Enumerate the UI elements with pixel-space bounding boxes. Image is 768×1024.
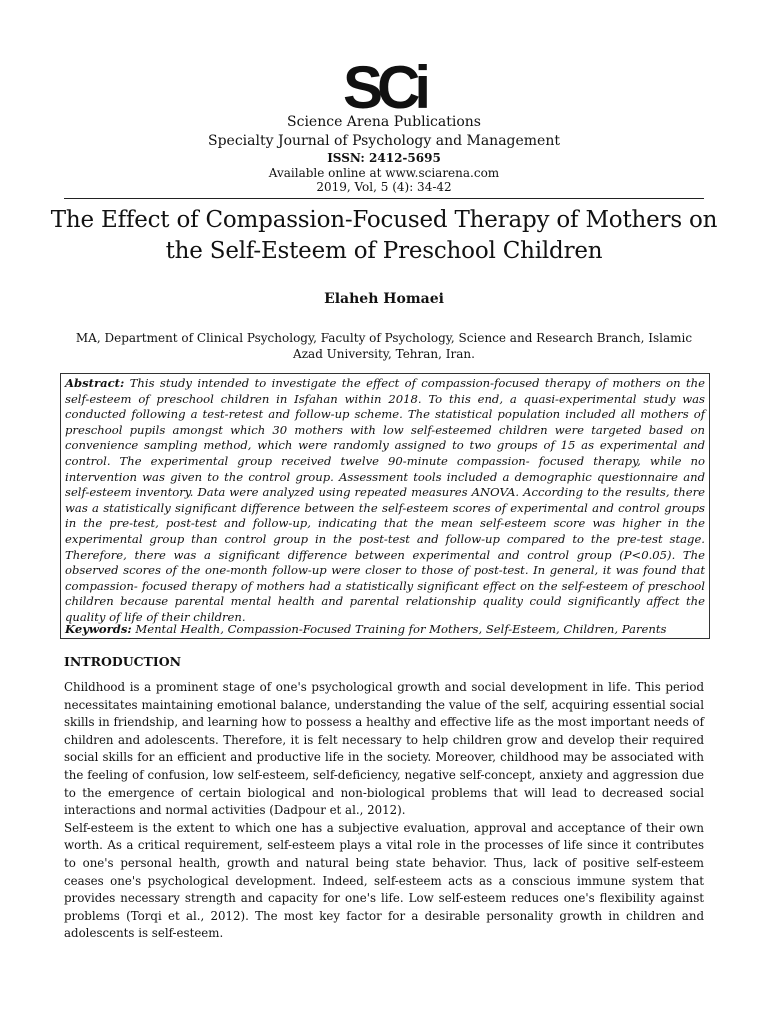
- availability-note: Available online at www.sciarena.com: [268, 166, 500, 180]
- paragraph-2: Self-esteem is the extent to which one has a subjective evaluation, approval and acceptance of their own worth. As a critical requirement, self-esteem plays a vital role in the processes of life since it contributes to one's personal health, growth and natural being state behavior. Thus, lack of positive self-esteem ceases one's psychological development. Indeed, self-esteem acts as a conscious immune system that provides necessary strength and capacity for one's life. Low self-esteem reduces one's flexibility against problems (Torqi et al., 2012). The most key factor for a desirable personality growth in children and adolescents is self-esteem.: [64, 820, 704, 941]
- keywords-label: Keywords:: [65, 622, 132, 636]
- journal-name: Specialty Journal of Psychology and Management: [208, 133, 560, 149]
- body-text: [64, 679, 704, 943]
- publisher-name: Science Arena Publications: [287, 114, 481, 130]
- header-divider: [64, 198, 704, 199]
- keywords-text: Mental Health, Compassion-Focused Training for Mothers, Self-Esteem, Children, Parents: [131, 622, 667, 636]
- author-name: Elaheh Homaei: [324, 291, 444, 307]
- sci-logo: [336, 58, 432, 114]
- volume-info: 2019, Vol, 5 (4): 34-42: [316, 180, 452, 194]
- paragraph-1: Childhood is a prominent stage of one's psychological growth and social development in life. This period necessitates maintaining emotional balance, understanding the value of the self, acquiring essential social skills in friendship, and learning how to possess a healthy and effective life as the most important needs of children and adolescents. Therefore, it is felt necessary to help children grow and develop their required social skills for an efficient and productive life in the society. Moreover, childhood may be associated with the feeling of confusion, low self-esteem, self-deficiency, negative self-concept, anxiety and aggression due to the emergence of certain biological and non-biological problems that will lead to decreased social interactions and normal activities (Dadpour et al., 2012).: [64, 680, 704, 818]
- logo-text: SCi: [342, 58, 426, 114]
- keywords-line: [65, 622, 705, 638]
- abstract-text: This study intended to investigate the effect of compassion-focused therapy of mothers on the self-esteem of preschool children in Isfahan within 2018. To this end, a quasi-experimental study was conducted following a test-retest and follow-up scheme. The statistical population included all mothers of preschool pupils amongst which 30 mothers with low self-esteemed children were targeted based on convenience sampling method, which were randomly assigned to two groups of 15 as experimental and control. The experimental group received twelve 90-minute compassion- focused therapy, while no intervention was given to the control group. Assessment tools included a demographic questionnaire and self-esteem inventory. Data were analyzed using repeated measures ANOVA. According to the results, there was a statistically significant difference between the self-esteem scores of experimental and control groups in the pre-test, post-test and follow-up, indicating that the mean self-esteem score was higher in the experimental group than control group in the post-test and follow-up compared to the pre-test stage. Therefore, there was a significant difference between experimental and control group (P<0.05). The observed scores of the one-month follow-up were closer to those of post-test. In general, it was found that compassion- focused therapy of mothers had a statistically significant effect on the self-esteem of preschool children because parental mental health and parental relationship quality could significantly affect the quality of life of their children.: [65, 376, 705, 624]
- issn: ISSN: 2412-5695: [327, 151, 441, 165]
- section-heading: INTRODUCTION: [64, 654, 182, 669]
- abstract-box: [60, 373, 710, 639]
- abstract-paragraph: [65, 376, 705, 626]
- abstract-label: Abstract:: [65, 376, 125, 390]
- author-affiliation: MA, Department of Clinical Psychology, Faculty of Psychology, Science and Research Branch, Islamic Azad University, Tehran, Iran.: [75, 331, 693, 361]
- article-title: The Effect of Compassion-Focused Therapy of Mothers on the Self-Esteem of Preschool Children: [50, 207, 718, 264]
